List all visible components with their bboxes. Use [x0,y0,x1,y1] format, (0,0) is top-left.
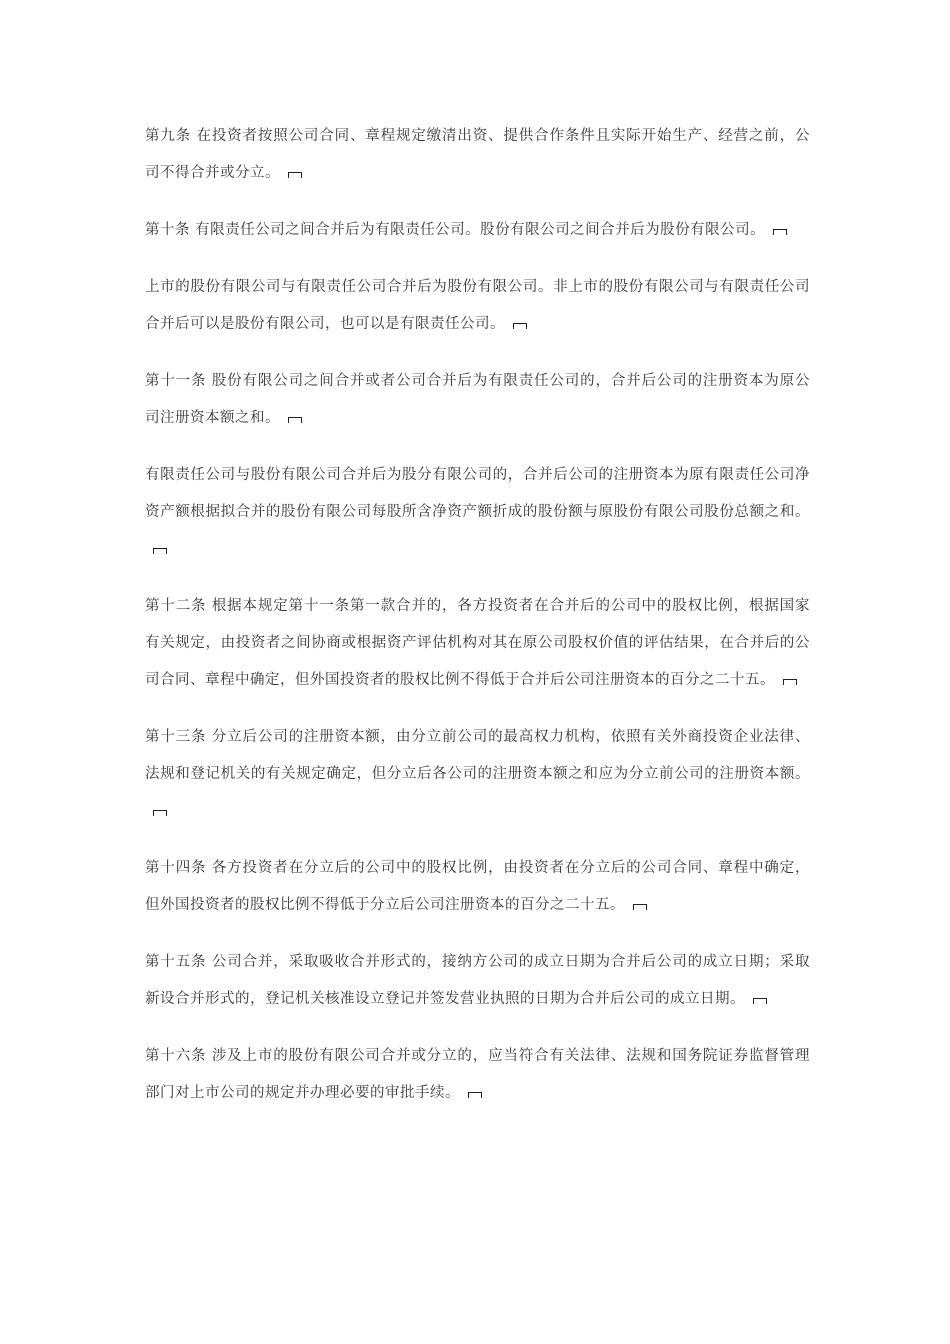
paragraph-mark-icon [513,323,527,329]
paragraph-text: 第九条 在投资者按照公司合同、章程规定缴清出资、提供合作条件且实际开始生产、经营之前，公司不得合并或分立。 [145,128,810,181]
paragraph-text: 第十六条 涉及上市的股份有限公司合并或分立的，应当符合有关法律、法规和国务院证券监督管理部门对上市公司的规定并办理必要的审批手续。 [145,1048,810,1101]
article-11-para-2 [145,457,810,568]
paragraph-mark-icon [288,172,302,178]
paragraph-text: 第十三条 分立后公司的注册资本额，由分立前公司的最高权力机构，依照有关外商投资企业法律、法规和登记机关的有关规定确定，但分立后各公司的注册资本额之和应为分立前公司的注册资本额。 [145,729,810,782]
document-body [145,118,810,1132]
article-11 [145,363,810,437]
article-16 [145,1038,810,1112]
article-15 [145,944,810,1018]
article-10 [145,212,810,249]
article-13 [145,719,810,830]
paragraph-text: 第十四条 各方投资者在分立后的公司中的股权比例，由投资者在分立后的公司合同、章程中确定，但外国投资者的股权比例不得低于分立后公司注册资本的百分之二十五。 [145,860,810,913]
paragraph-text: 第十条 有限责任公司之间合并后为有限责任公司。股份有限公司之间合并后为股份有限公司。 [145,222,766,238]
paragraph-mark-icon [153,548,167,554]
article-14 [145,850,810,924]
article-9 [145,118,810,192]
paragraph-text: 上市的股份有限公司与有限责任公司合并后为股份有限公司。非上市的股份有限公司与有限责任公司合并后可以是股份有限公司，也可以是有限责任公司。 [145,279,810,332]
paragraph-mark-icon [468,1092,482,1098]
paragraph-text: 第十五条 公司合并，采取吸收合并形式的，接纳方公司的成立日期为合并后公司的成立日期；采取新设合并形式的，登记机关核准设立登记并签发营业执照的日期为合并后公司的成立日期。 [145,954,810,1007]
paragraph-text: 第十一条 股份有限公司之间合并或者公司合并后为有限责任公司的，合并后公司的注册资本为原公司注册资本额之和。 [145,373,810,426]
paragraph-mark-icon [773,229,787,235]
paragraph-mark-icon [633,904,647,910]
paragraph-mark-icon [753,998,767,1004]
paragraph-mark-icon [288,417,302,423]
paragraph-text: 第十二条 根据本规定第十一条第一款合并的，各方投资者在合并后的公司中的股权比例，根据国家有关规定，由投资者之间协商或根据资产评估机构对其在原公司股权价值的评估结果，在合并后的公司合同、章程中确定，但外国投资者的股权比例不得低于合并后公司注册资本的百分之二十五。 [145,598,810,688]
paragraph-mark-icon [783,679,797,685]
article-12 [145,588,810,699]
paragraph-mark-icon [153,810,167,816]
article-10-para-2 [145,269,810,343]
paragraph-text: 有限责任公司与股份有限公司合并后为股分有限公司的，合并后公司的注册资本为原有限责任公司净资产额根据拟合并的股份有限公司每股所含净资产额折成的股份额与原股份有限公司股份总额之和。 [145,467,810,520]
